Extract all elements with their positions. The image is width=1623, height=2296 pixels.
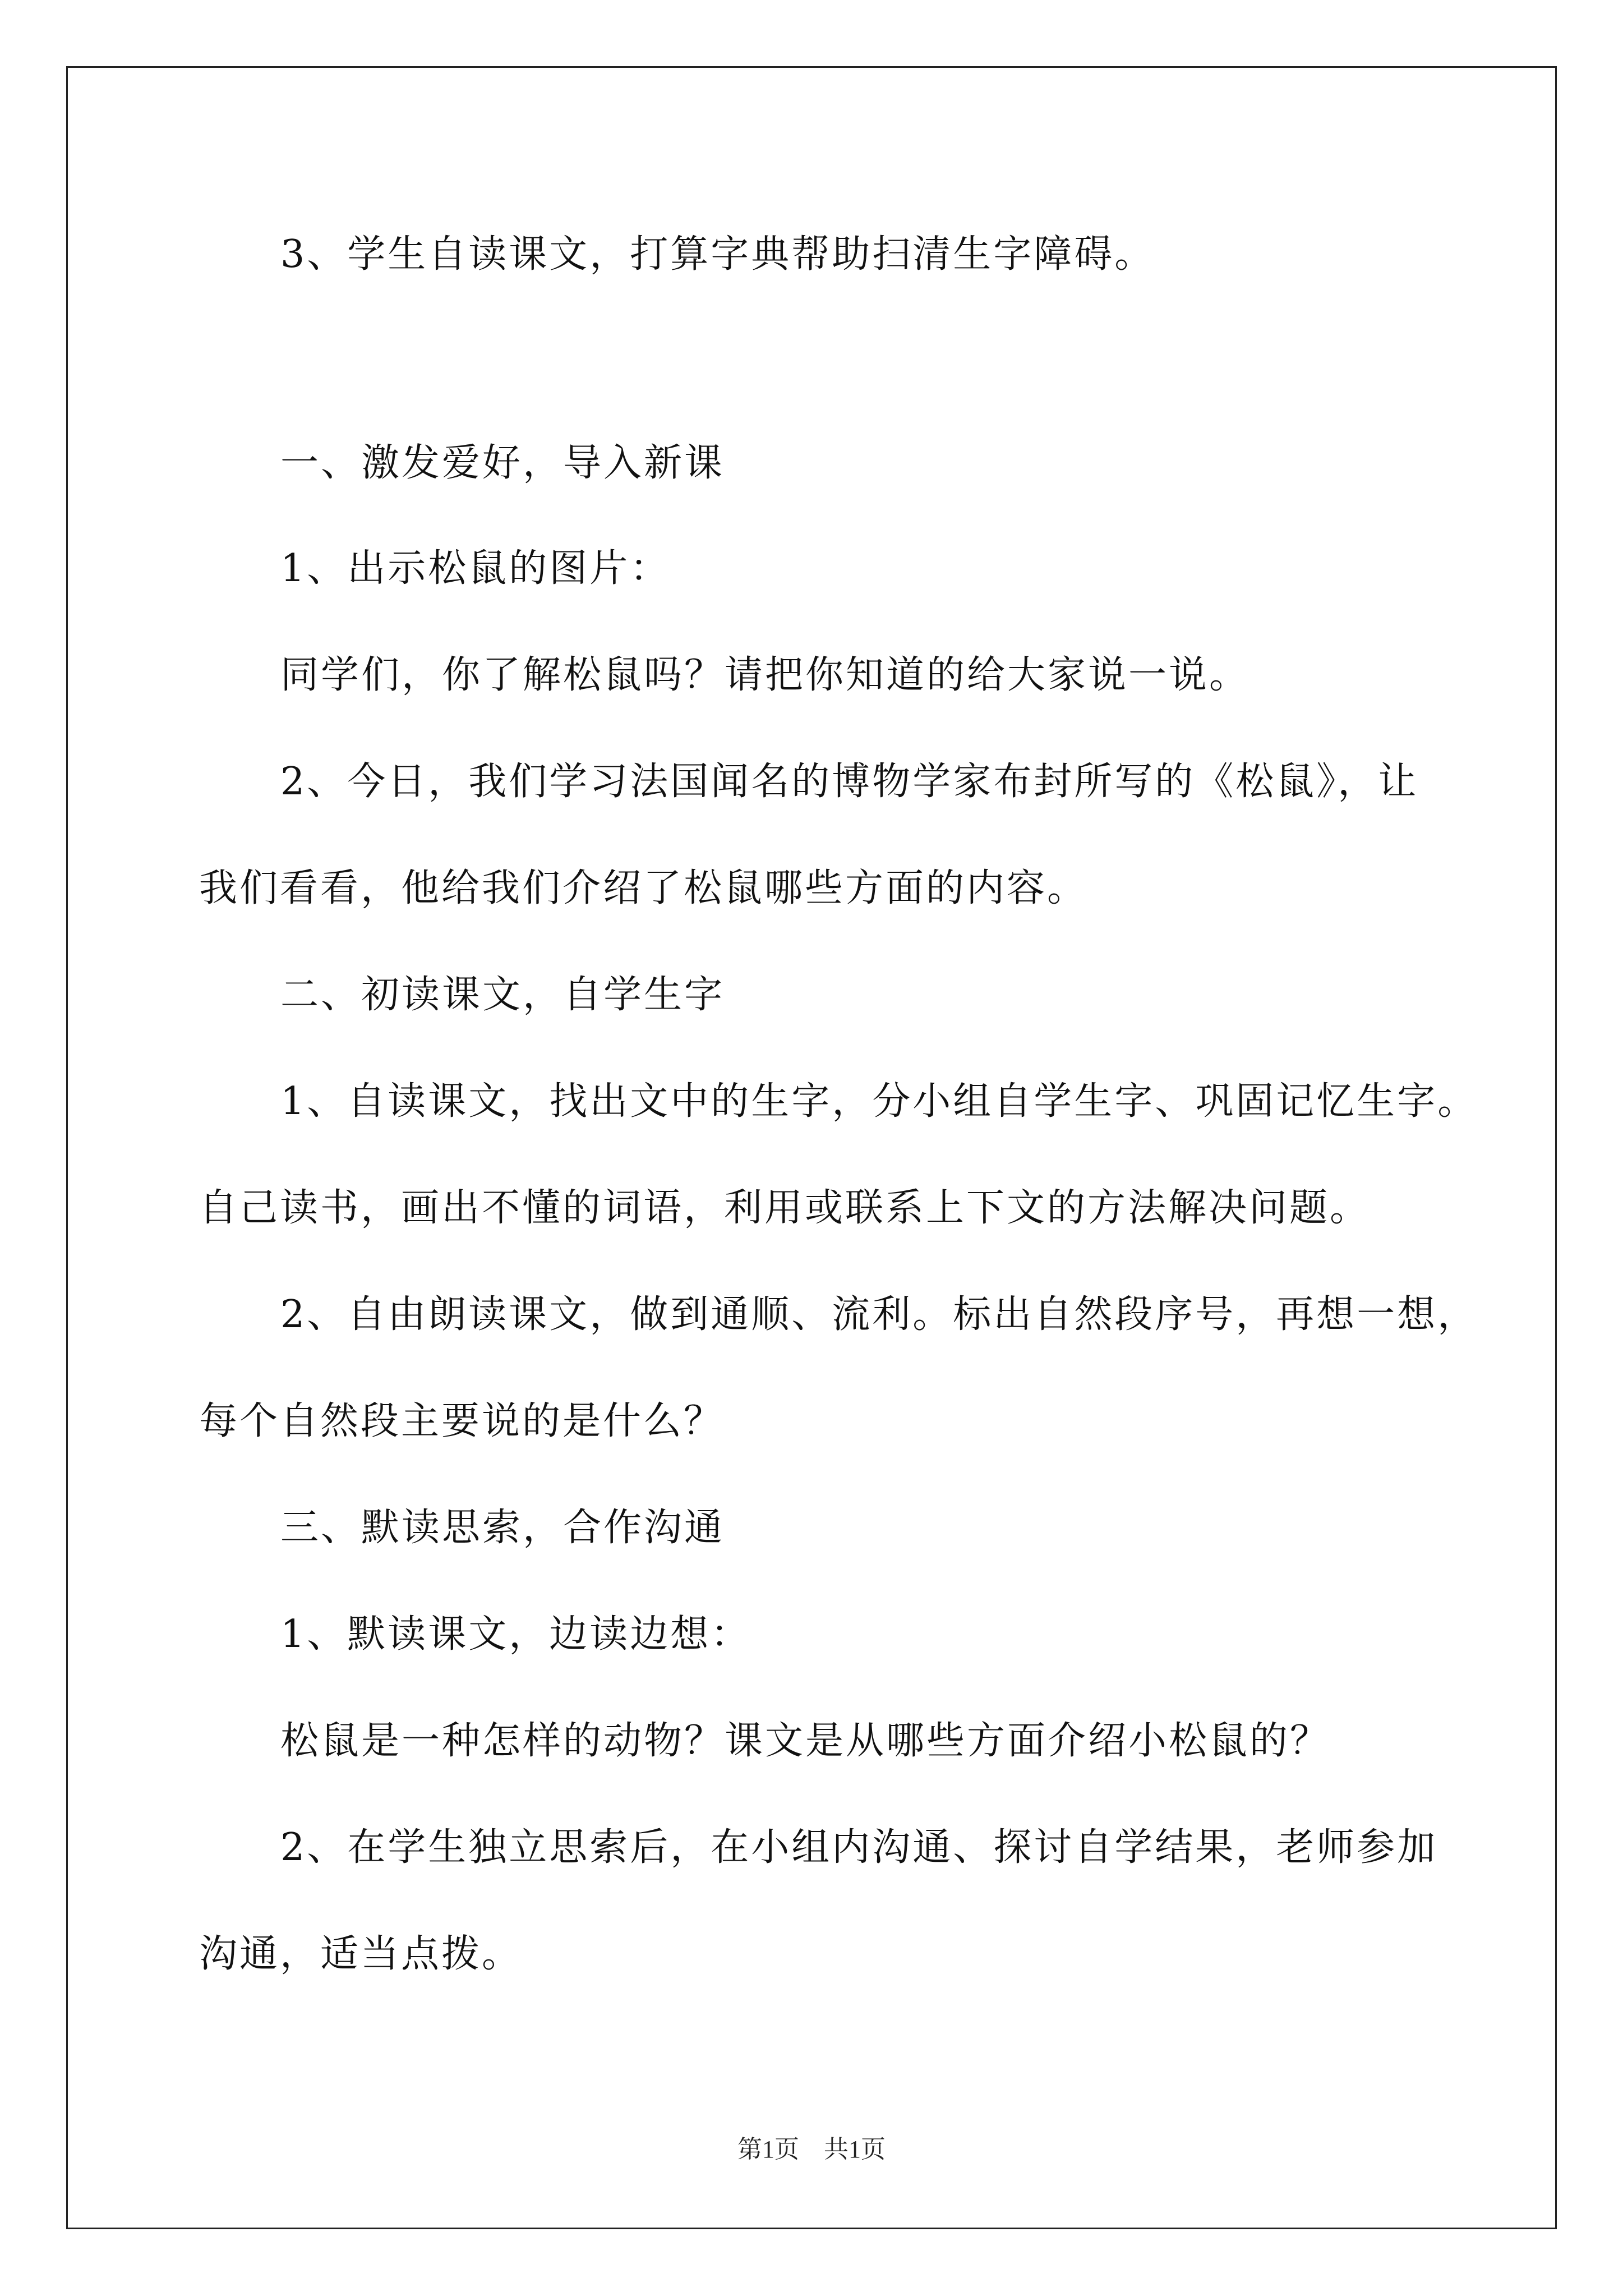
- page-number-footer: 第1页 共1页: [737, 2136, 886, 2163]
- section-heading-3: 三、默读思索，合作沟通: [280, 1506, 725, 1550]
- page-border: [66, 66, 1557, 2229]
- paragraph-6-line-2: 每个自然段主要说的是什么？: [199, 1399, 725, 1443]
- paragraph-5-line-1: 1、自读课文，找出文中的生字，分小组自学生字、巩固记忆生字。: [280, 1079, 1478, 1124]
- paragraph-4-line-1: 2、今日，我们学习法国闻名的博物学家布封所写的《松鼠》，让: [280, 760, 1419, 804]
- paragraph-5-line-2: 自己读书，画出不懂的词语，利用或联系上下文的方法解决问题。: [199, 1186, 1371, 1230]
- paragraph-3: 同学们，你了解松鼠吗？请把你知道的给大家说一说。: [280, 653, 1250, 697]
- paragraph-7: 1、默读课文，边读边想：: [280, 1612, 751, 1657]
- paragraph-9-line-2: 沟通，适当点拨。: [199, 1932, 523, 1976]
- paragraph-2: 1、出示松鼠的图片：: [280, 546, 671, 591]
- paragraph-1: 3、学生自读课文，打算字典帮助扫清生字障碍。: [280, 232, 1155, 277]
- section-heading-1: 一、激发爱好，导入新课: [280, 441, 725, 485]
- paragraph-8: 松鼠是一种怎样的动物？课文是从哪些方面介绍小松鼠的？: [280, 1719, 1331, 1763]
- paragraph-9-line-1: 2、在学生独立思索后，在小组内沟通、探讨自学结果，老师参加: [280, 1825, 1438, 1870]
- paragraph-6-line-1: 2、自由朗读课文，做到通顺、流利。标出自然段序号，再想一想，: [280, 1292, 1478, 1337]
- paragraph-4-line-2: 我们看看，他给我们介绍了松鼠哪些方面的内容。: [199, 866, 1088, 910]
- section-heading-2: 二、初读课文，自学生字: [280, 973, 725, 1017]
